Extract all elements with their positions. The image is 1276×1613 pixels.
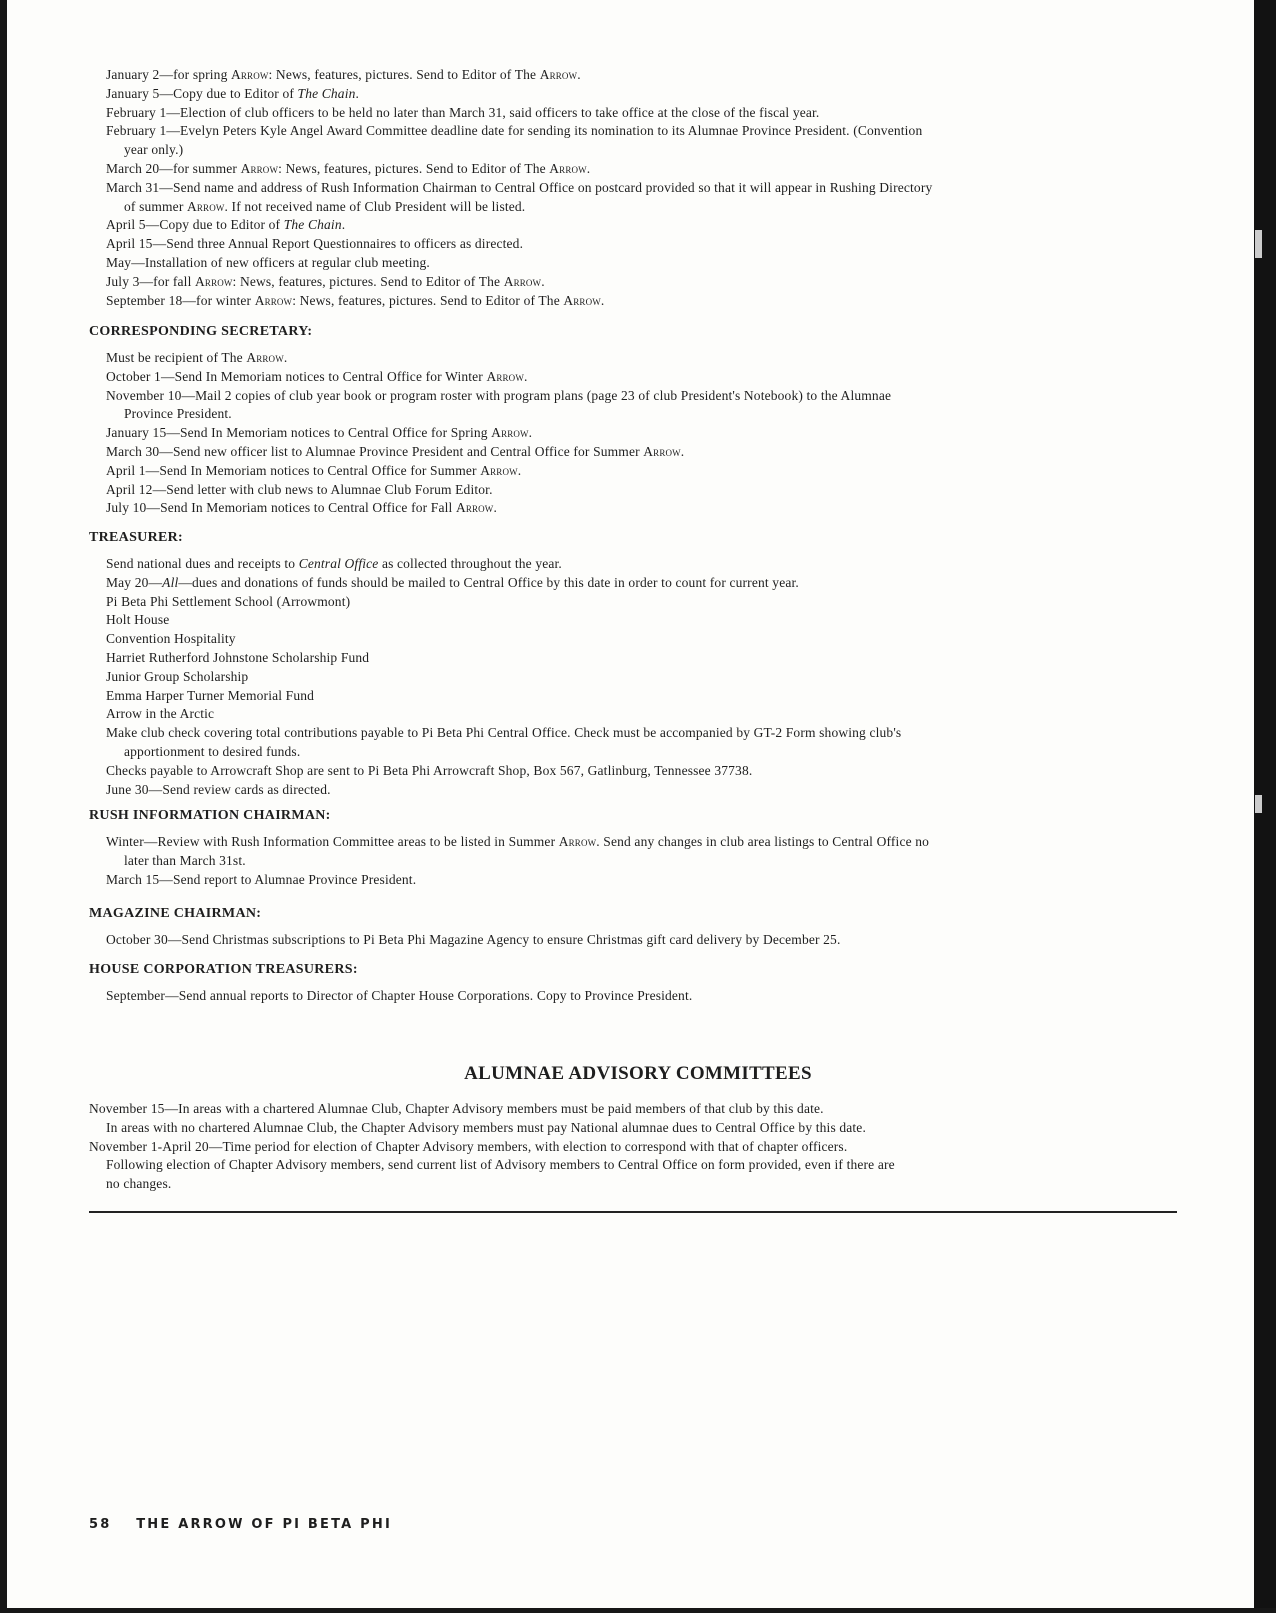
calendar-entry: March 30—Send new officer list to Alumnae Province President and Central Office for Summer Arrow. — [106, 443, 685, 459]
calendar-entry: March 20—for summer Arrow: News, features, pictures. Send to Editor of The Arrow. — [106, 160, 591, 176]
calendar-entry: May 20—All—dues and donations of funds should be mailed to Central Office by this date in order to count for current year. — [106, 574, 799, 590]
calendar-entry: April 1—Send In Memoriam notices to Central Office for Summer Arrow. — [106, 462, 522, 478]
scan-bottom-border — [0, 1608, 1276, 1613]
advisory-list — [89, 1100, 1177, 1194]
calendar-entry: September 18—for winter Arrow: News, features, pictures. Send to Editor of The Arrow. — [106, 292, 605, 308]
scan-left-border — [0, 0, 7, 1613]
fund-item: Harriet Rutherford Johnstone Scholarship Fund — [106, 649, 370, 665]
calendar-entry: October 30—Send Christmas subscriptions to Pi Beta Phi Magazine Agency to ensure Christmas gift card delivery by December 25. — [106, 932, 841, 947]
fund-item: Pi Beta Phi Settlement School (Arrowmont) — [106, 593, 351, 609]
fund-item: Junior Group Scholarship — [106, 668, 249, 684]
magazine-chairman-list — [106, 931, 1176, 950]
calendar-entry: June 30—Send review cards as directed. — [106, 781, 331, 797]
section-heading-corresponding-secretary: CORRESPONDING SECRETARY: — [89, 324, 313, 339]
page-footer — [89, 1517, 392, 1532]
calendar-entry: October 1—Send In Memoriam notices to Central Office for Winter Arrow. — [106, 368, 528, 384]
calendar-entry: March 31—Send name and address of Rush Information Chairman to Central Office on postcard provided so that it will appear in Rushing Directory of summer Arrow. If not received name of Club President will be listed. — [106, 179, 933, 214]
house-corporation-list — [106, 987, 1176, 1006]
calendar-entry: January 15—Send In Memoriam notices to Central Office for Spring Arrow. — [106, 425, 533, 441]
calendar-entry: September—Send annual reports to Director of Chapter House Corporations. Copy to Province President. — [106, 988, 693, 1003]
page-edge-mark — [1255, 795, 1262, 813]
fund-item: Convention Hospitality — [106, 631, 236, 647]
fund-item: Emma Harper Turner Memorial Fund — [106, 687, 315, 703]
calendar-entry: Winter—Review with Rush Information Committee areas to be listed in Summer Arrow. Send any changes in club area listings to Central Office no later than March 31st. — [106, 834, 930, 868]
advisory-entry: Following election of Chapter Advisory members, send current list of Advisory members to Central Office on form provided, even if there are no changes. — [106, 1157, 895, 1192]
advisory-entry: November 1-April 20—Time period for election of Chapter Advisory members, with election to correspond with that of chapter officers. — [89, 1138, 848, 1154]
calendar-entry: January 2—for spring Arrow: News, features, pictures. Send to Editor of The Arrow. — [106, 67, 581, 82]
calendar-entry: March 15—Send report to Alumnae Province President. — [106, 871, 417, 887]
calendar-entry: January 5—Copy due to Editor of The Chain. — [106, 85, 360, 101]
calendar-entry: Make club check covering total contributions payable to Pi Beta Phi Central Office. Check must be accompanied by GT-2 Form showing club's apportionment to desired funds. — [106, 725, 902, 759]
page-edge-mark — [1255, 230, 1262, 258]
section-heading-rush-chairman: RUSH INFORMATION CHAIRMAN: — [89, 808, 331, 823]
calendar-entry: Send national dues and receipts to Central Office as collected throughout the year. — [106, 556, 562, 571]
rush-chairman-list — [106, 833, 1176, 889]
section-title-alumnae-advisory: ALUMNAE ADVISORY COMMITTEES — [464, 1063, 812, 1084]
calendar-entry: Checks payable to Arrowcraft Shop are sent to Pi Beta Phi Arrowcraft Shop, Box 567, Gatlinburg, Tennessee 37738. — [106, 762, 753, 778]
calendar-entry: April 15—Send three Annual Report Questionnaires to officers as directed. — [106, 236, 524, 252]
advisory-entry: In areas with no chartered Alumnae Club, the Chapter Advisory members must pay National alumnae dues to Central Office by this date. — [106, 1119, 866, 1135]
fund-item: Arrow in the Arctic — [106, 706, 215, 722]
section-heading-treasurer: TREASURER: — [89, 530, 184, 545]
calendar-entry: February 1—Evelyn Peters Kyle Angel Award Committee deadline date for sending its nomination to its Alumnae Province President. (Convention year only.) — [106, 123, 923, 158]
fund-item: Holt House — [106, 612, 170, 628]
calendar-entry: July 10—Send In Memoriam notices to Central Office for Fall Arrow. — [106, 500, 497, 516]
calendar-entry: Must be recipient of The Arrow. — [106, 350, 288, 365]
publication-title: THE ARROW OF PI BETA PHI — [136, 1517, 393, 1532]
calendar-entry: July 3—for fall Arrow: News, features, pictures. Send to Editor of The Arrow. — [106, 273, 545, 289]
section-divider — [89, 1211, 1177, 1213]
section-heading-magazine-chairman: MAGAZINE CHAIRMAN: — [89, 906, 262, 921]
corresponding-secretary-list — [106, 349, 1176, 518]
treasurer-list — [106, 555, 1176, 799]
president-calendar — [106, 66, 1176, 310]
calendar-entry: April 12—Send letter with club news to Alumnae Club Forum Editor. — [106, 481, 493, 497]
calendar-entry: November 10—Mail 2 copies of club year book or program roster with program plans (page 23 of club President's Notebook) to the Alumnae Province President. — [106, 387, 892, 422]
calendar-entry: May—Installation of new officers at regular club meeting. — [106, 254, 430, 270]
page-number: 58 — [89, 1517, 112, 1532]
section-heading-house-corporation: HOUSE CORPORATION TREASURERS: — [89, 962, 358, 977]
calendar-entry: February 1—Election of club officers to be held no later than March 31, said officers to take office at the close of the fiscal year. — [106, 104, 820, 120]
calendar-entry: April 5—Copy due to Editor of The Chain. — [106, 217, 346, 233]
advisory-entry: November 15—In areas with a chartered Alumnae Club, Chapter Advisory members must be paid members of that club by this date. — [89, 1101, 824, 1116]
